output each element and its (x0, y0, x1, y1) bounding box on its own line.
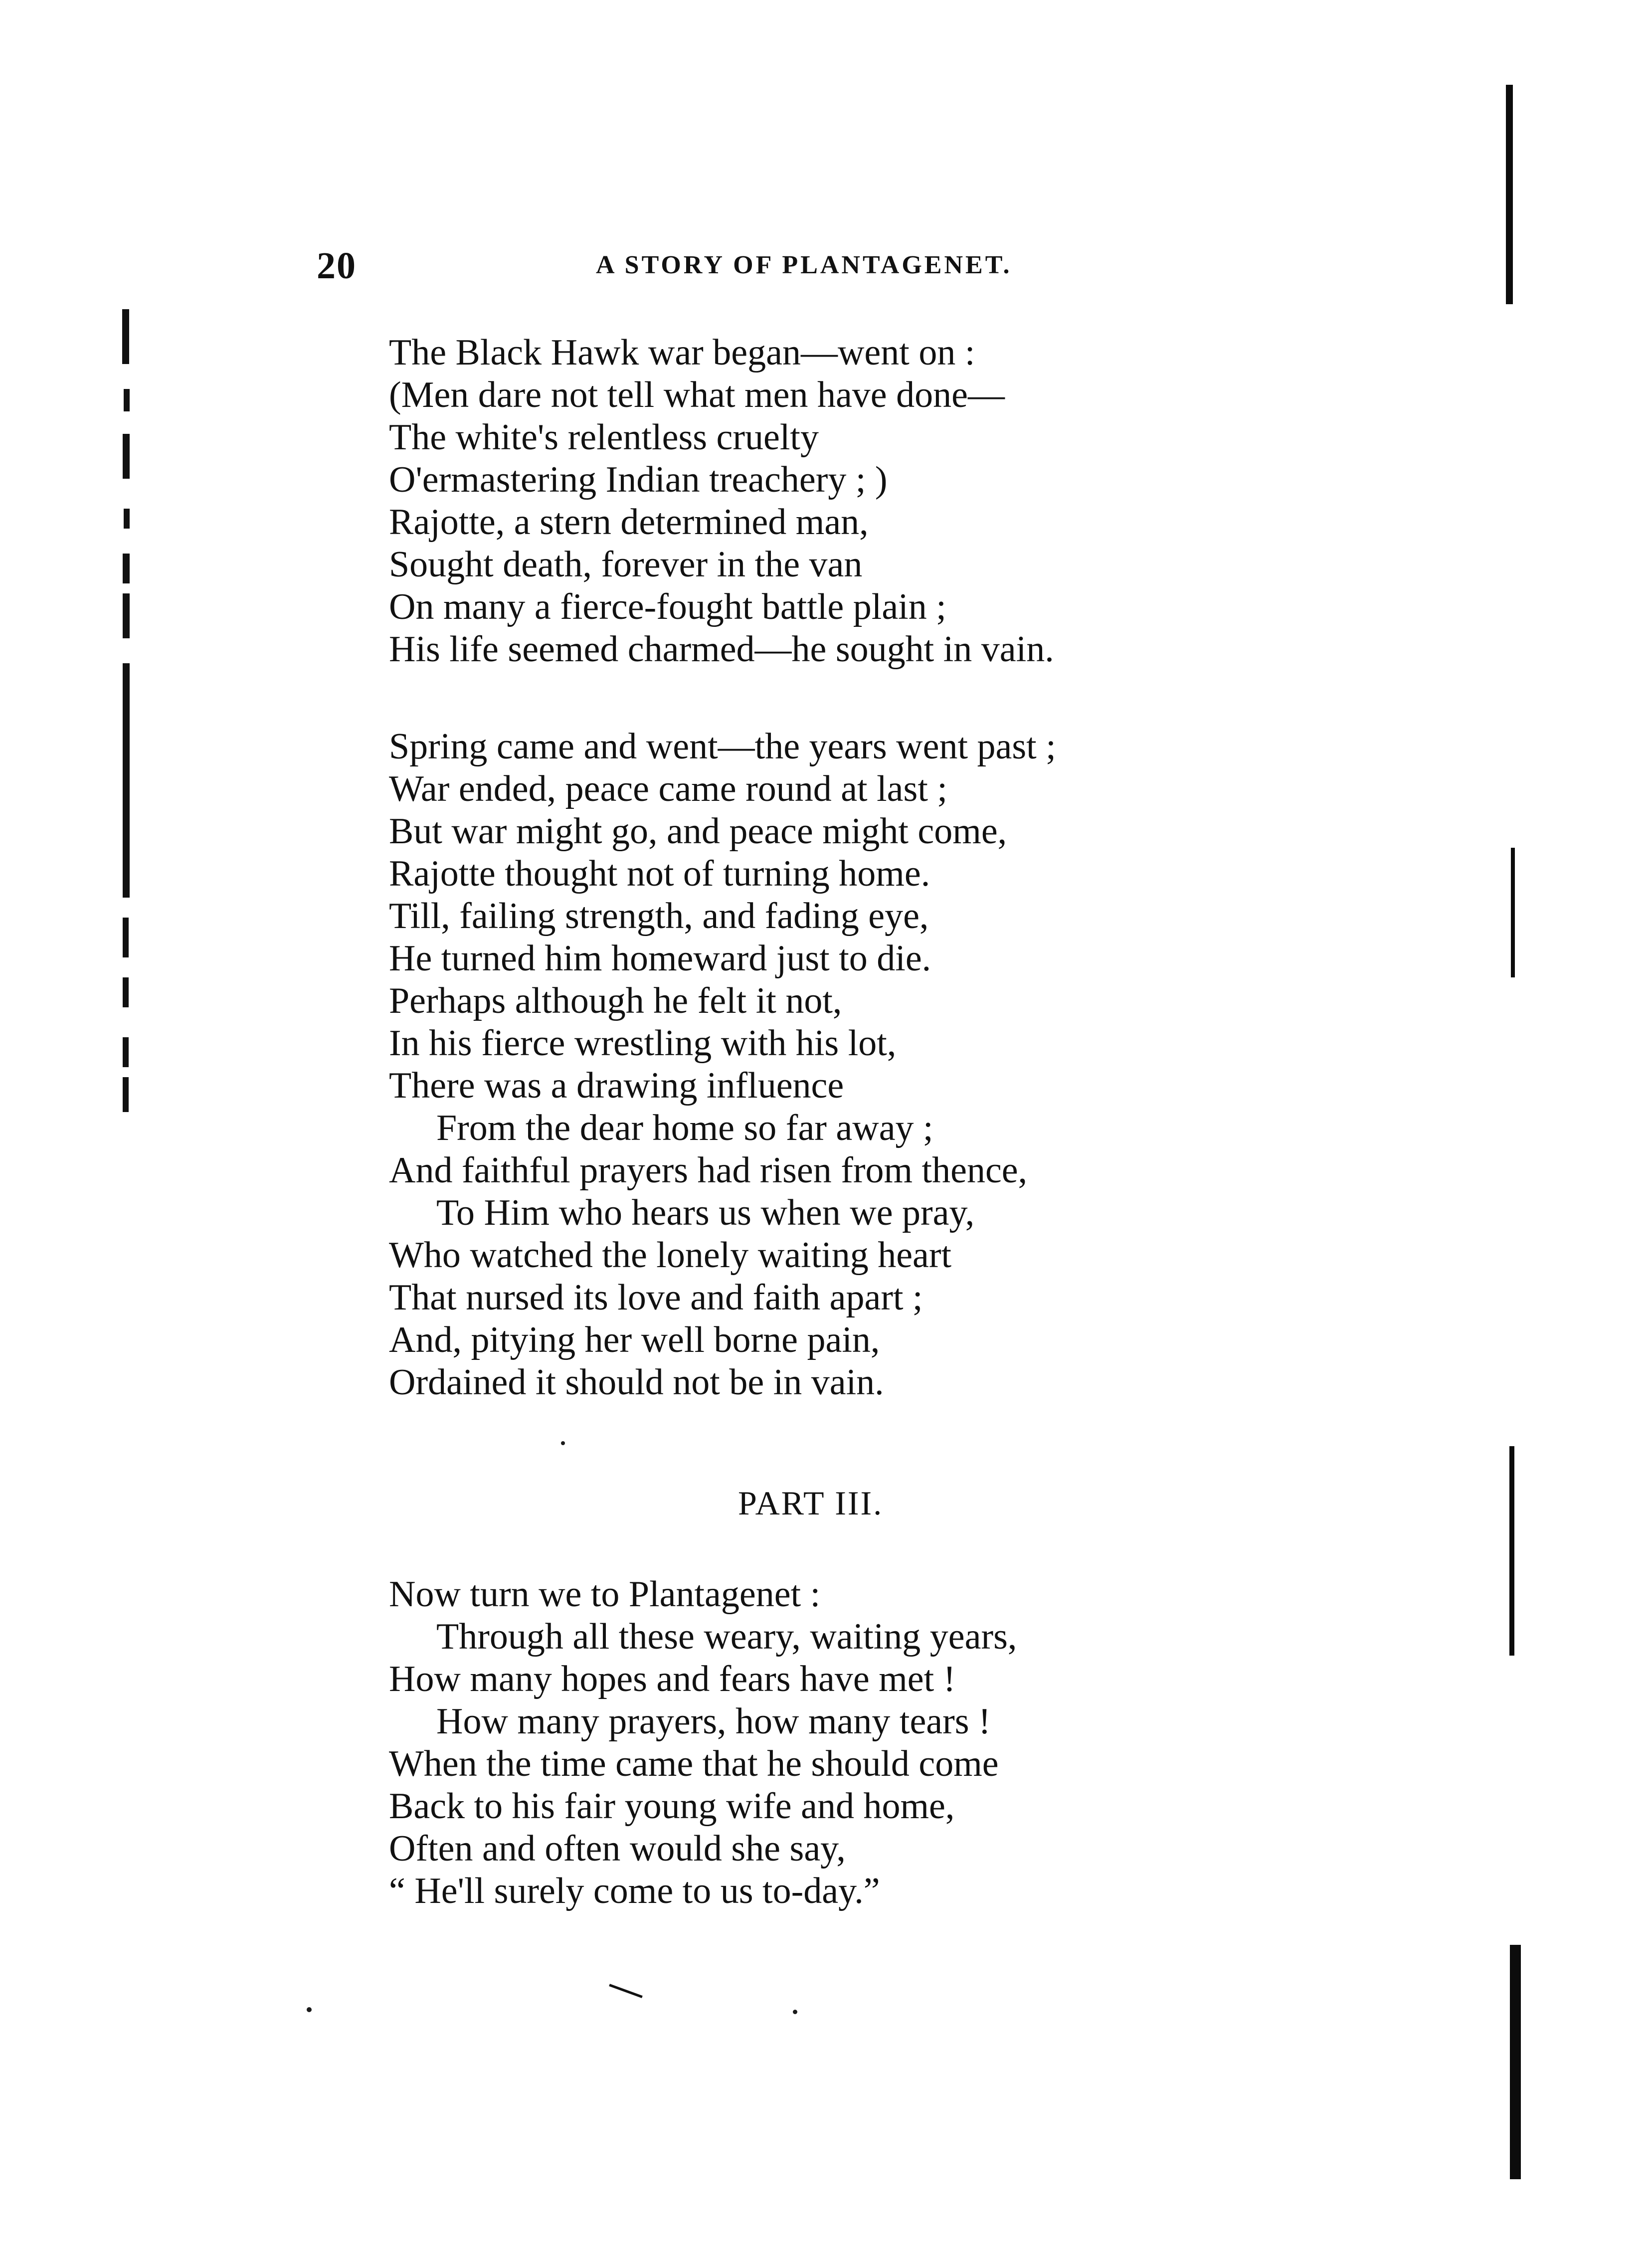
verse-line: When the time came that he should come (389, 1743, 999, 1784)
verse-line: Now turn we to Plantagenet : (389, 1574, 821, 1615)
verse-line: Rajotte thought not of turning home. (389, 853, 930, 894)
verse-line: And faithful prayers had risen from thence, (389, 1150, 1028, 1191)
verse-line: Back to his fair young wife and home, (389, 1786, 955, 1827)
scan-margin-mark (123, 554, 130, 583)
verse-line: There was a drawing influence (389, 1065, 844, 1106)
scan-margin-mark (123, 1037, 129, 1067)
scan-margin-mark (123, 1077, 129, 1112)
verse-line: Till, failing strength, and fading eye, (389, 896, 929, 937)
page-number: 20 (317, 245, 357, 287)
scan-margin-mark (124, 509, 130, 529)
verse-line-indented: From the dear home so far away ; (436, 1108, 933, 1148)
scan-speck (307, 2007, 312, 2012)
scan-margin-mark (122, 309, 129, 364)
verse-line: But war might go, and peace might come, (389, 811, 1007, 852)
verse-line-indented: Through all these weary, waiting years, (436, 1616, 1017, 1657)
verse-line: Sought death, forever in the van (389, 544, 863, 585)
scan-speck (561, 1441, 565, 1445)
verse-line: How many hopes and fears have met ! (389, 1659, 956, 1699)
scan-margin-mark (123, 918, 129, 957)
verse-line: Perhaps although he felt it not, (389, 980, 842, 1021)
scan-edge-shadow (1510, 1945, 1521, 2179)
scan-margin-mark (124, 389, 130, 411)
verse-line: Who watched the lonely waiting heart (389, 1235, 952, 1276)
verse-line: Spring came and went—the years went past ; (389, 726, 1056, 767)
part-heading: PART III. (738, 1484, 884, 1522)
verse-line: O'ermastering Indian treachery ; ) (389, 459, 888, 500)
verse-line: On many a fierce-fought battle plain ; (389, 586, 946, 627)
running-title: A STORY OF PLANTAGENET. (596, 251, 1012, 279)
verse-line: Often and often would she say, (389, 1828, 846, 1869)
verse-line: His life seemed charmed—he sought in vain. (389, 629, 1054, 670)
scan-scribble (609, 1984, 642, 1998)
scan-edge-shadow (1511, 848, 1515, 977)
verse-line: Ordained it should not be in vain. (389, 1362, 884, 1403)
stanza-1 (389, 332, 1286, 671)
verse-line: The Black Hawk war began—went on : (389, 332, 975, 373)
scan-speck (793, 2010, 797, 2014)
scan-margin-mark (123, 977, 129, 1007)
verse-line: In his fierce wrestling with his lot, (389, 1023, 897, 1064)
verse-line: The white's relentless cruelty (389, 417, 819, 458)
scan-margin-mark (123, 434, 130, 479)
verse-line: (Men dare not tell what men have done— (389, 375, 1005, 415)
scan-edge-shadow (1506, 85, 1513, 304)
verse-line: And, pitying her well borne pain, (389, 1319, 880, 1360)
verse-line: That nursed its love and faith apart ; (389, 1277, 923, 1318)
verse-line-indented: To Him who hears us when we pray, (436, 1192, 975, 1233)
verse-line-indented: How many prayers, how many tears ! (436, 1701, 991, 1742)
verse-line: War ended, peace came round at last ; (389, 768, 947, 809)
verse-line: He turned him homeward just to die. (389, 938, 931, 979)
stanza-2 (389, 726, 1286, 1404)
running-header (317, 244, 1244, 299)
scan-margin-mark (123, 663, 130, 898)
scan-edge-shadow (1509, 1446, 1514, 1656)
stanza-3 (389, 1573, 1286, 1912)
verse-line: Rajotte, a stern determined man, (389, 502, 869, 543)
verse-line: “ He'll surely come to us to-day.” (389, 1871, 880, 1911)
scan-margin-mark (123, 593, 130, 638)
